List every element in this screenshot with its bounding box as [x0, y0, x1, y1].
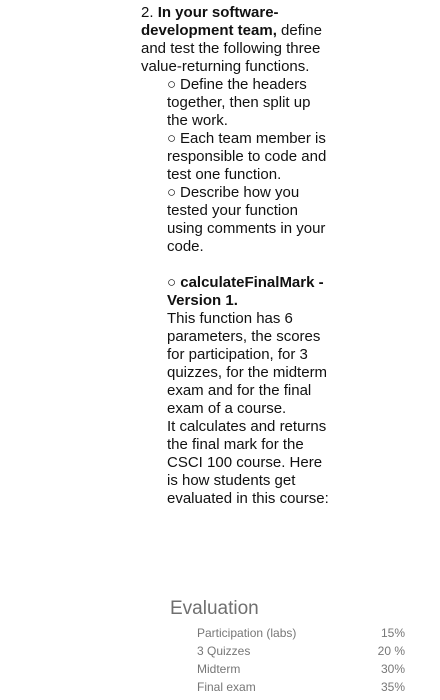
- evaluation-weight: 30%: [380, 662, 405, 676]
- evaluation-row: [197, 678, 405, 696]
- question-number: 2.: [141, 4, 154, 21]
- function-description-1: This function has 6 parameters, the scores for participation, for 3 quizzes, for the midterm exam and for the final exam of a course.: [167, 310, 328, 417]
- question-bold-lead: In your software-development team,: [141, 4, 279, 39]
- question-rest: define and test the following three value-returning functions.: [141, 22, 322, 75]
- evaluation-row: [197, 624, 405, 642]
- function-name: calculateFinalMark - Version 1.: [167, 274, 324, 309]
- instruction-text: Describe how you tested your function using comments in your code.: [167, 184, 326, 255]
- evaluation-row: [197, 660, 405, 678]
- circle-bullet-icon: ○: [167, 184, 177, 201]
- instruction-list: [167, 76, 332, 256]
- instruction-item: [167, 130, 332, 184]
- instruction-text: Each team member is responsible to code and test one function.: [167, 130, 327, 183]
- function-spec: [167, 274, 335, 508]
- evaluation-item: Participation (labs): [197, 626, 297, 640]
- circle-bullet-icon: ○: [167, 130, 177, 147]
- assignment-text: [141, 4, 331, 508]
- instruction-item: [167, 184, 332, 256]
- circle-bullet-icon: ○: [167, 274, 177, 291]
- evaluation-title: Evaluation: [170, 598, 259, 619]
- function-heading: [167, 274, 335, 310]
- spacer: [141, 256, 331, 274]
- evaluation-row: [197, 642, 405, 660]
- function-description-2: It calculates and returns the final mark for the CSCI 100 course. Here is how students get evaluated in this course:: [167, 418, 329, 507]
- evaluation-weight: 15%: [380, 626, 405, 640]
- evaluation-table: [197, 624, 405, 696]
- instruction-item: [167, 76, 332, 130]
- evaluation-weight: 35%: [380, 680, 405, 694]
- evaluation-weight: 20 %: [377, 644, 405, 658]
- evaluation-item: Midterm: [197, 662, 241, 676]
- evaluation-item: Final exam: [197, 680, 256, 694]
- circle-bullet-icon: ○: [167, 76, 177, 93]
- evaluation-item: 3 Quizzes: [197, 644, 251, 658]
- question-2: [141, 4, 331, 76]
- instruction-text: Define the headers together, then split up the work.: [167, 76, 311, 129]
